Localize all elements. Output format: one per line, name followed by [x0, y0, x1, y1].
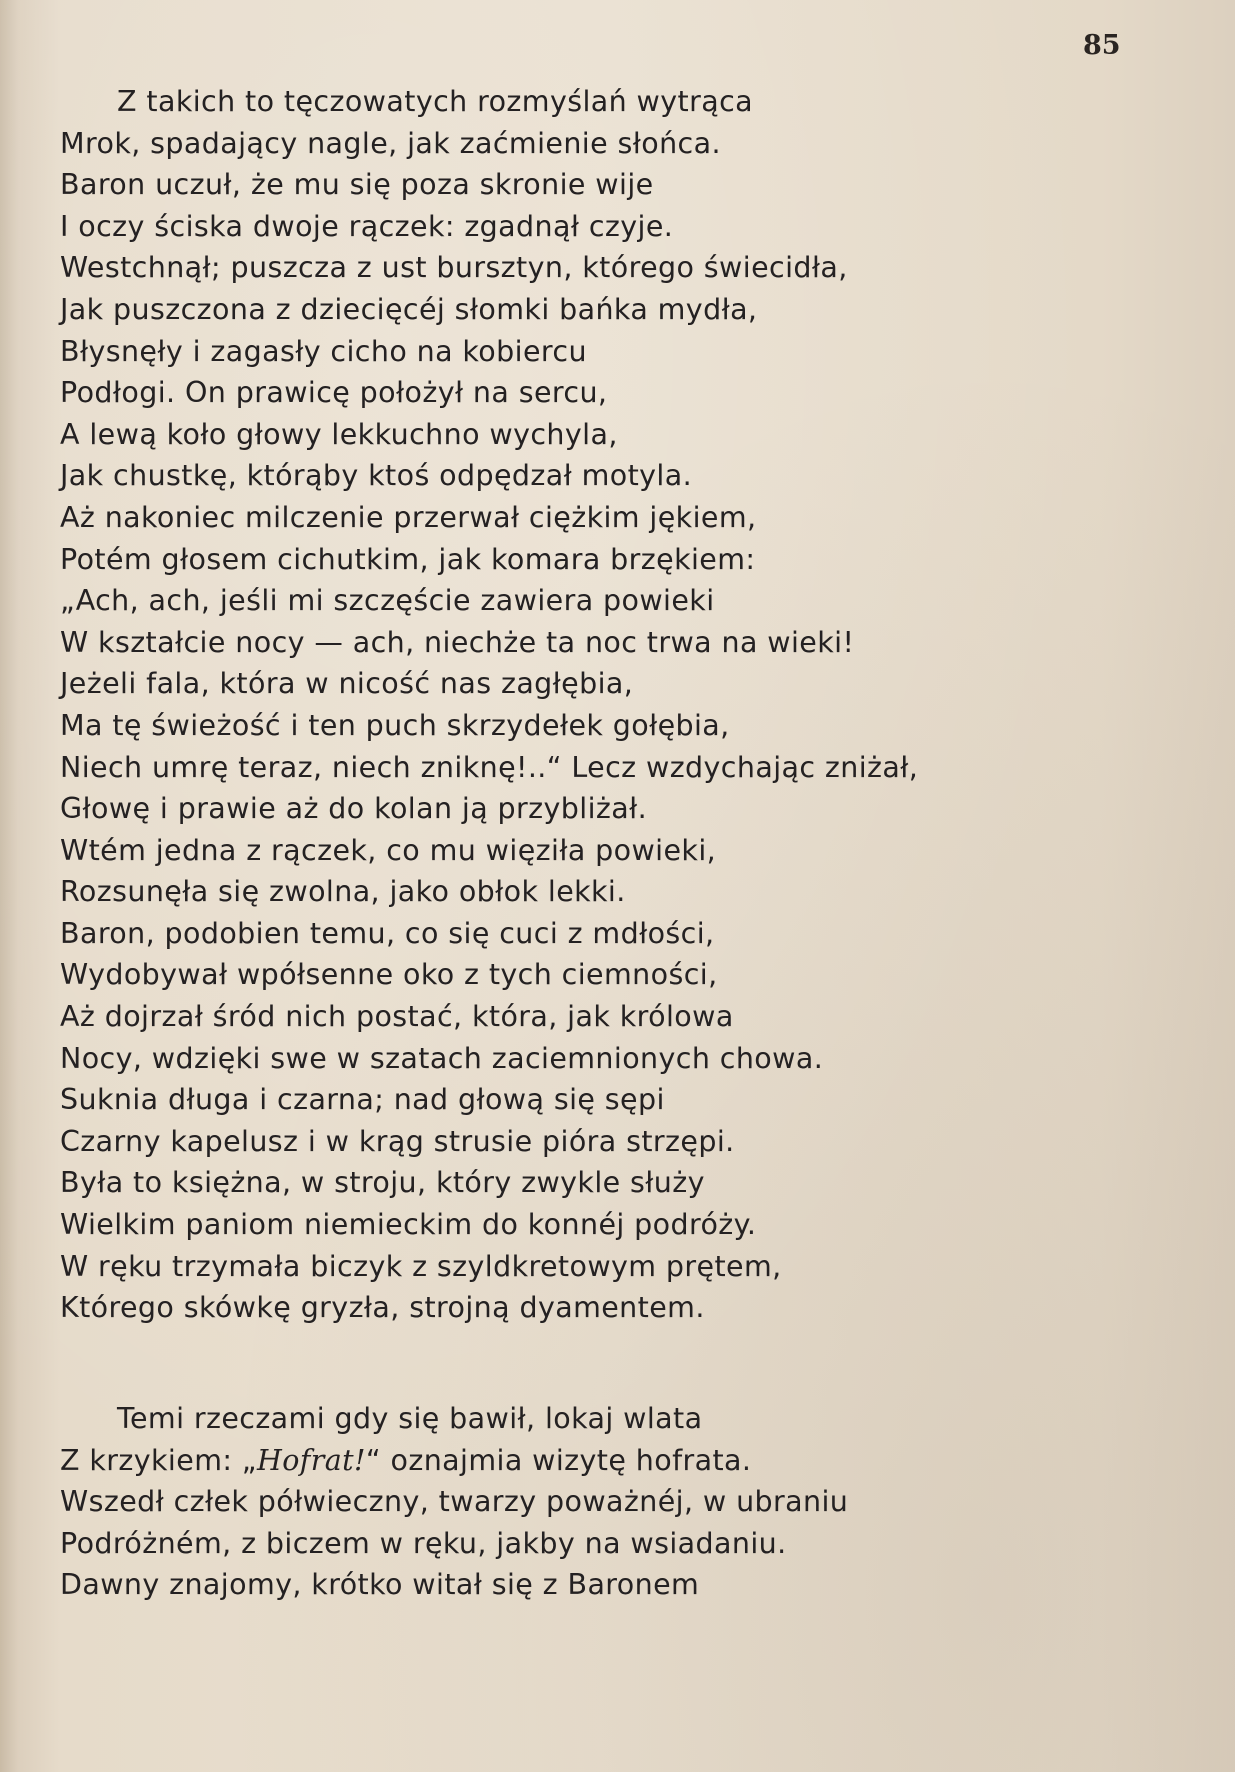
- poem-line: Aż dojrzał śród nich postać, która, jak królowa: [60, 1000, 734, 1034]
- page-number: 85: [1083, 30, 1121, 61]
- poem-line: Podróżném, z biczem w ręku, jakby na wsiadaniu.: [60, 1526, 787, 1560]
- poem-line: Baron, podobien temu, co się cuci z mdłości,: [60, 916, 715, 950]
- poem-stanza-1: [60, 81, 1180, 1329]
- poem-line: Czarny kapelusz i w krąg strusie pióra strzępi.: [60, 1124, 735, 1158]
- poem-line: Wszedł człek półwieczny, twarzy poważnéj, w ubraniu: [60, 1485, 849, 1519]
- poem-line: Wydobywał wpółsenne oko z tych ciemności,: [60, 958, 718, 992]
- poem-line: Jak chustkę, którąby ktoś odpędzał motyla.: [60, 459, 693, 493]
- poem-line: Baron uczuł, że mu się poza skronie wije: [60, 168, 654, 202]
- poem-line: Mrok, spadający nagle, jak zaćmienie słońca.: [60, 126, 721, 160]
- poem-line: I oczy ściska dwoje rączek: zgadnął czyje.: [60, 209, 674, 243]
- poem-line: Niech umrę teraz, niech zniknę!..“ Lecz wzdychając zniżał,: [60, 750, 919, 784]
- poem-line: Głowę i prawie aż do kolan ją przybliżał.: [60, 792, 648, 826]
- poem-line: Błysnęły i zagasły cicho na kobiercu: [60, 334, 587, 368]
- poem-line: „Ach, ach, jeśli mi szczęście zawiera powieki: [60, 584, 715, 618]
- poem-line: [60, 1440, 1180, 1482]
- poem-line: Temi rzeczami gdy się bawił, lokaj wlata: [117, 1402, 703, 1435]
- poem-line: Ma tę świeżość i ten puch skrzydełek gołębia,: [60, 708, 730, 742]
- poem-stanza-2: [60, 1398, 1180, 1606]
- poem-line: W ręku trzymała biczyk z szyldkretowym prętem,: [60, 1249, 782, 1283]
- poem-line: Nocy, wdzięki swe w szatach zaciemnionych chowa.: [60, 1041, 824, 1075]
- poem-line: Podłogi. On prawicę położył na sercu,: [60, 376, 608, 410]
- poem-line: Aż nakoniec milczenie przerwał ciężkim jękiem,: [60, 500, 757, 534]
- poem-line: Suknia długa i czarna; nad głową się sępi: [60, 1083, 665, 1117]
- poem-line: Westchnął; puszcza z ust bursztyn, którego świecidła,: [60, 251, 848, 285]
- poem-line: A lewą koło głowy lekkuchno wychyla,: [60, 417, 618, 451]
- poem-line: Z takich to tęczowatych rozmyślań wytrąca: [117, 85, 754, 118]
- poem-line-text: Z krzykiem: „: [60, 1443, 257, 1477]
- poem-line: Była to księżna, w stroju, który zwykle służy: [60, 1166, 705, 1200]
- poem-line: Jeżeli fala, która w nicość nas zagłębia,: [60, 667, 634, 701]
- poem-line: Potém głosem cichutkim, jak komara brzękiem:: [60, 542, 756, 576]
- poem-line-emphasis: Hofrat!: [256, 1443, 366, 1477]
- poem-line: Wielkim paniom niemieckim do konnéj podróży.: [60, 1208, 757, 1242]
- poem-line: W kształcie nocy — ach, niechże ta noc trwa na wieki!: [60, 625, 855, 659]
- poem-line: Jak puszczona z dziecięcéj słomki bańka mydła,: [60, 292, 758, 326]
- poem-line: Dawny znajomy, krótko witał się z Baronem: [60, 1568, 700, 1602]
- poem-line: Którego skówkę gryzła, strojną dyamentem.: [60, 1291, 705, 1325]
- poem-line-text: “ oznajmia wizytę hofrata.: [365, 1443, 752, 1477]
- poem-line: Rozsunęła się zwolna, jako obłok lekki.: [60, 875, 626, 909]
- poem-line: Wtém jedna z rączek, co mu więziła powieki,: [60, 833, 717, 867]
